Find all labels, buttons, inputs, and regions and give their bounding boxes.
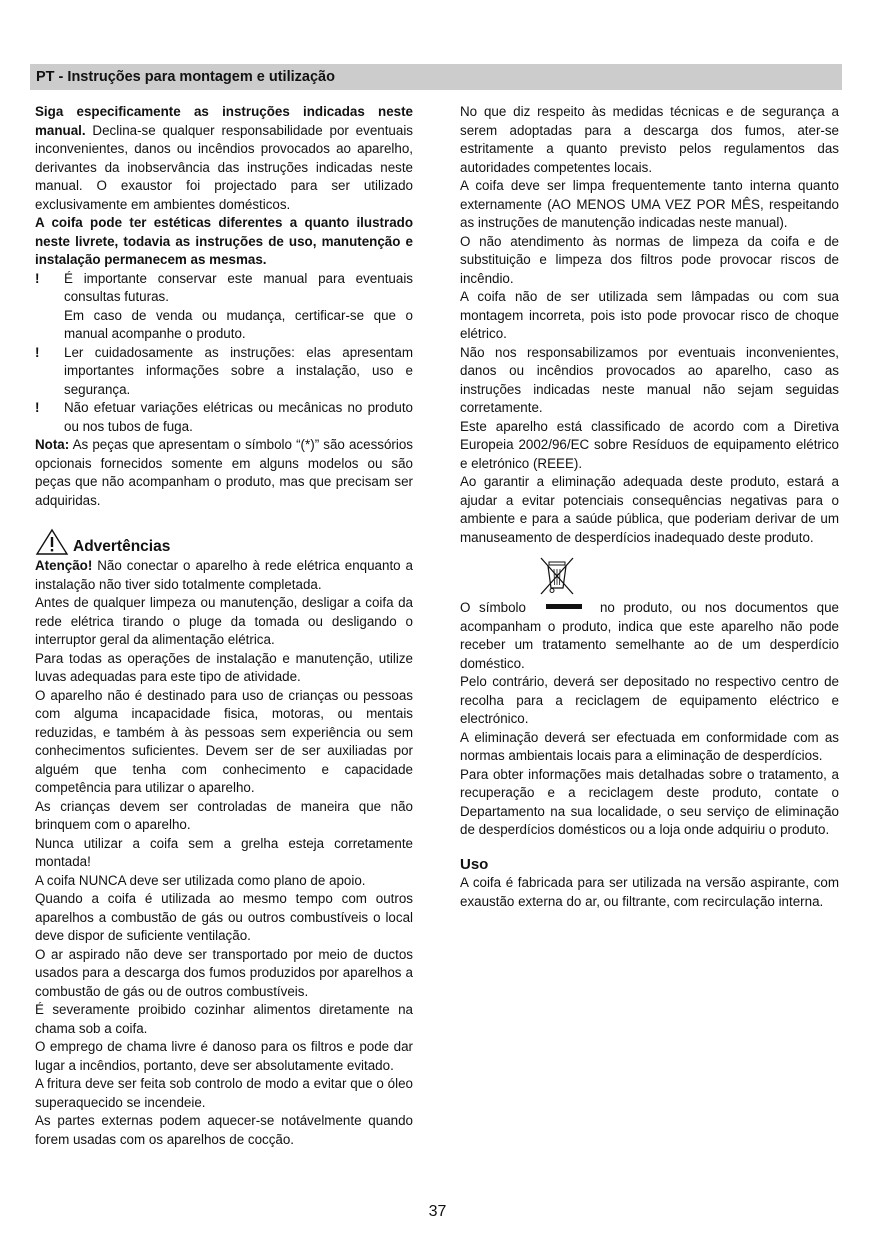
safety-paragraph: No que diz respeito às medidas técnicas e de segurança a serem adoptadas para a descarga dos fumos, ater-se estritamente a quanto previsto pelos regulamentos das autoridades competentes locais.: [460, 104, 839, 175]
uso-heading: Uso: [460, 855, 489, 873]
warning-paragraph: Quando a coifa é utilizada ao mesmo tempo com outros aparelhos a combustão de gás ou outros combustíveis o local deve dispor de suficiente ventilação.: [35, 891, 413, 943]
symbol-text-start: O símbolo: [460, 600, 526, 615]
warning-paragraph: As crianças devem ser controladas de maneira que não brinquem com o aparelho.: [35, 798, 413, 832]
warnings-title: Advertências: [73, 538, 171, 555]
exclamation-mark: !: [35, 400, 40, 415]
bullet-text: É importante conservar este manual para eventuais consultas futuras.: [64, 270, 413, 304]
page-number: 37: [428, 1203, 447, 1220]
note-label: Nota:: [35, 437, 70, 452]
exclamation-mark: !: [35, 344, 40, 360]
bold-paragraph: A coifa pode ter estéticas diferentes a quanto ilustrado neste livrete, todavia as instruções de uso, manutenção e instalação permanecem as mesmas.: [35, 215, 413, 267]
disposal-paragraph: Para obter informações mais detalhadas sobre o tratamento, a recuperação e a reciclagem deste produto, contate o Departamento na sua localidade, o seu serviço de eliminação de desperdícios domésticos ou a loja onde adquiriu o produto.: [460, 766, 839, 837]
section-title: PT - Instruções para montagem e utilização: [36, 69, 335, 85]
disposal-paragraph: Pelo contrário, deverá ser depositado no respectivo centro de recolha para a reciclagem de equipamento eléctrico e electrónico.: [460, 674, 839, 726]
warning-paragraph: O emprego de chama livre é danoso para os filtros e pode dar lugar a incêndios, portanto, deve ser absolutamente evitado.: [35, 1039, 413, 1073]
warnings-heading: [35, 528, 413, 556]
bullet-text: Ler cuidadosamente as instruções: elas apresentam importantes informações sobre a instalação, uso e segurança.: [64, 344, 413, 397]
safety-paragraph: O não atendimento às normas de limpeza da coifa e de substituição e limpeza dos filtros pode provocar riscos de incêndio.: [460, 233, 839, 286]
intro-bold: Siga especificamente as instruções indicadas neste manual.: [35, 104, 413, 138]
warning-paragraph: É severamente proibido cozinhar alimentos diretamente na chama sob a coifa.: [35, 1002, 413, 1036]
safety-paragraph: Ao garantir a eliminação adequada deste produto, estará a ajudar a evitar potenciais consequências negativas para o ambiente e para a saúde pública, que poderiam derivar de um manuseamento de desperdícios inadequado deste produto.: [460, 474, 839, 545]
bullet-item: [35, 399, 413, 436]
disposal-paragraph: A eliminação deverá ser efectuada em conformidade com as normas ambientais locais para a eliminação de desperdícios.: [460, 729, 839, 763]
bullet-item: [35, 270, 413, 344]
left-column: [35, 103, 413, 1149]
safety-paragraph: Este aparelho está classificado de acordo com a Diretiva Europeia 2002/96/EC sobre Resíduos de equipamento elétrico e eletrónico (REEE).: [460, 418, 839, 471]
warning-paragraph: A coifa NUNCA deve ser utilizada como plano de apoio.: [35, 872, 366, 888]
warning-paragraph: Nunca utilizar a coifa sem a grelha esteja corretamente montada!: [35, 835, 413, 869]
warning-paragraph: O aparelho não é destinado para uso de crianças ou pessoas com alguma incapacidade fisica, motoras, ou mentais reduzidas, e também à às pessoas sem experiência ou sem conhecimentos suficientes. Devem ser de ser auxiliadas por alguém que tenha com conhecimento e capacidade competência para utilizar o aparelho.: [35, 687, 413, 795]
warning-paragraph: O ar aspirado não deve ser transportado por meio de ductos usados para a descarga dos fumos produzidos por aparelhos a combustão de gás ou de outros combustíveis.: [35, 946, 413, 999]
warning-paragraph: As partes externas podem aquecer-se notávelmente quando forem usadas com os aparelhos de cocção.: [35, 1113, 413, 1147]
exclamation-mark: !: [35, 270, 40, 286]
note-paragraph: [35, 436, 413, 510]
note-text: As peças que apresentam o símbolo “(*)” são acessórios opcionais fornecidos somente em alguns modelos ou são peças que não acompanham o produto, mas que precisam ser adquiridas.: [35, 437, 413, 508]
section-header-bar: [30, 64, 842, 90]
warning-triangle-icon: [35, 528, 69, 556]
attention-label: Atenção!: [35, 558, 93, 573]
intro-text: Declina-se qualquer responsabilidade por eventuais inconvenientes, danos ou incêndios provocados ao aparelho, derivantes da inobservância das instruções indicadas neste manual. O exaustor foi projectado para ser utilizado exclusivamente em ambientes domésticos.: [35, 122, 413, 212]
warning-paragraph: Para todas as operações de instalação e manutenção, utilize luvas adequadas para este tipo de atividade.: [35, 650, 413, 684]
safety-paragraph: A coifa não de ser utilizada sem lâmpadas ou com sua montagem incorreta, pois isto pode provocar risco de choque elétrico.: [460, 289, 839, 341]
attention-paragraph: [35, 557, 413, 594]
intro-paragraph: [35, 103, 413, 214]
bullet-text: Em caso de venda ou mudança, certificar-se que o manual acompanhe o produto.: [64, 307, 413, 341]
symbol-text-end: no produto, ou nos documentos que acompanham o produto, indica que este aparelho não pode receber um tratamento semelhante ao de um desperdício doméstico.: [460, 600, 839, 671]
bullet-text: Não efetuar variações elétricas ou mecânicas no produto ou nos tubos de fuga.: [64, 400, 413, 434]
safety-paragraph: Não nos responsabilizamos por eventuais inconvenientes, danos ou incêndios provocados ao aparelho, caso as instruções indicadas neste manual não sejam seguidas corretamente.: [460, 344, 839, 415]
right-column: [460, 103, 839, 911]
bullet-item: [35, 344, 413, 400]
weee-bar-icon: [546, 604, 582, 609]
weee-symbol: [460, 555, 839, 599]
attention-text: Não conectar o aparelho à rede elétrica enquanto a instalação não tiver sido totalmente completada.: [35, 558, 413, 592]
crossed-bin-icon: [538, 555, 576, 597]
warning-paragraph: Antes de qualquer limpeza ou manutenção, desligar a coifa da rede elétrica tirando o pluge da tomada ou desligando o interruptor geral da alimentação elétrica.: [35, 595, 413, 647]
warning-paragraph: A fritura deve ser feita sob controlo de modo a evitar que o óleo superaquecido se incendeie.: [35, 1076, 413, 1110]
uso-paragraph: A coifa é fabricada para ser utilizada na versão aspirante, com exaustão externa do ar, ou filtrante, com recirculação interna.: [460, 875, 839, 909]
safety-paragraph: A coifa deve ser limpa frequentemente tanto interna quanto externamente (AO MENOS UMA VEZ POR MÊS, respeitando as instruções de manutenção indicadas neste manual).: [460, 178, 839, 230]
symbol-paragraph: [460, 599, 839, 673]
